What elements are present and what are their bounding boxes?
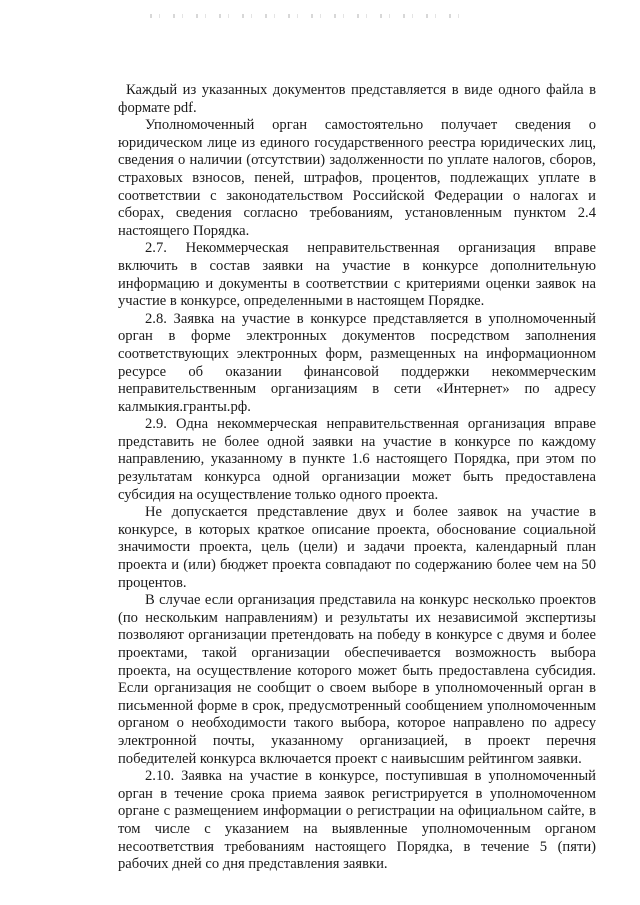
paragraph-2-9: 2.9. Одна некоммерческая неправительственная организация вправе представить не более одной заявки на участие в конкурсе по каждому направлению, указанному в пункте 1.6 настоящего Порядка, при этом по результатам конкурса одной организации может быть предоставлена субсидия на осуществление только одного проекта. — [118, 416, 596, 503]
scan-artifact — [150, 14, 470, 18]
paragraph-2-7: 2.7. Некоммерческая неправительственная организация вправе включить в состав заявки на участие в конкурсе дополнительную информацию и документы в соответствии с критериями оценки заявок на участие в конкурсе, определенными в настоящем Порядке. — [118, 240, 596, 310]
paragraph-duplicate-applications: Не допускается представление двух и более заявок на участие в конкурсе, в которых краткое описание проекта, обоснование социальной значимости проекта, цель (цели) и задачи проекта, календарный план проекта и (или) бюджет проекта совпадают по содержанию более чем на 50 процентов. — [118, 504, 596, 591]
paragraph-authorized-body-info: Уполномоченный орган самостоятельно получает сведения о юридическом лице из единого государственного реестра юридических лиц, сведения о наличии (отсутствии) задолженности по уплате налогов, сборов, страховых взносов, пеней, штрафов, процентов, подлежащих уплате в соответствии с законодательством Российской Федерации о налогах и сборах, сведения согласно требованиям, установленным пунктом 2.4 настоящего Порядка. — [118, 117, 596, 239]
paragraph-file-format: Каждый из указанных документов представляется в виде одного файла в формате pdf. — [118, 82, 596, 116]
document-body — [118, 82, 596, 874]
paragraph-2-10: 2.10. Заявка на участие в конкурсе, поступившая в уполномоченный орган в течение срока приема заявок регистрируется в уполномоченном органе с размещением информации о регистрации на официальном сайте, в том числе с указанием на выявленные уполномоченным органом несоответствия требованиям настоящего Порядка, в течение 5 (пяти) рабочих дней со дня представления заявки. — [118, 768, 596, 873]
paragraph-2-8: 2.8. Заявка на участие в конкурсе представляется в уполномоченный орган в форме электронных документов посредством заполнения соответствующих электронных форм, размещенных на информационном ресурсе об оказании финансовой поддержки некоммерческим неправительственным организациям в сети «Интернет» по адресу калмыкия.гранты.рф. — [118, 310, 596, 415]
paragraph-multiple-projects: В случае если организация представила на конкурс несколько проектов (по нескольким направлениям) и результаты их независимой экспертизы позволяют организации претендовать на победу в конкурсе с двумя и более проектами, такой организации обеспечивается возможность выбора проекта, на осуществление которого может быть предоставлена субсидия. Если организация не сообщит о своем выборе в уполномоченный орган в письменной форме в срок, предусмотренный сообщением уполномоченным органом о необходимости такого выбора, которое направлено по адресу электронной почты, указанному организацией, в проект перечня победителей конкурса включается проект с наивысшим рейтингом заявки. — [118, 592, 596, 767]
